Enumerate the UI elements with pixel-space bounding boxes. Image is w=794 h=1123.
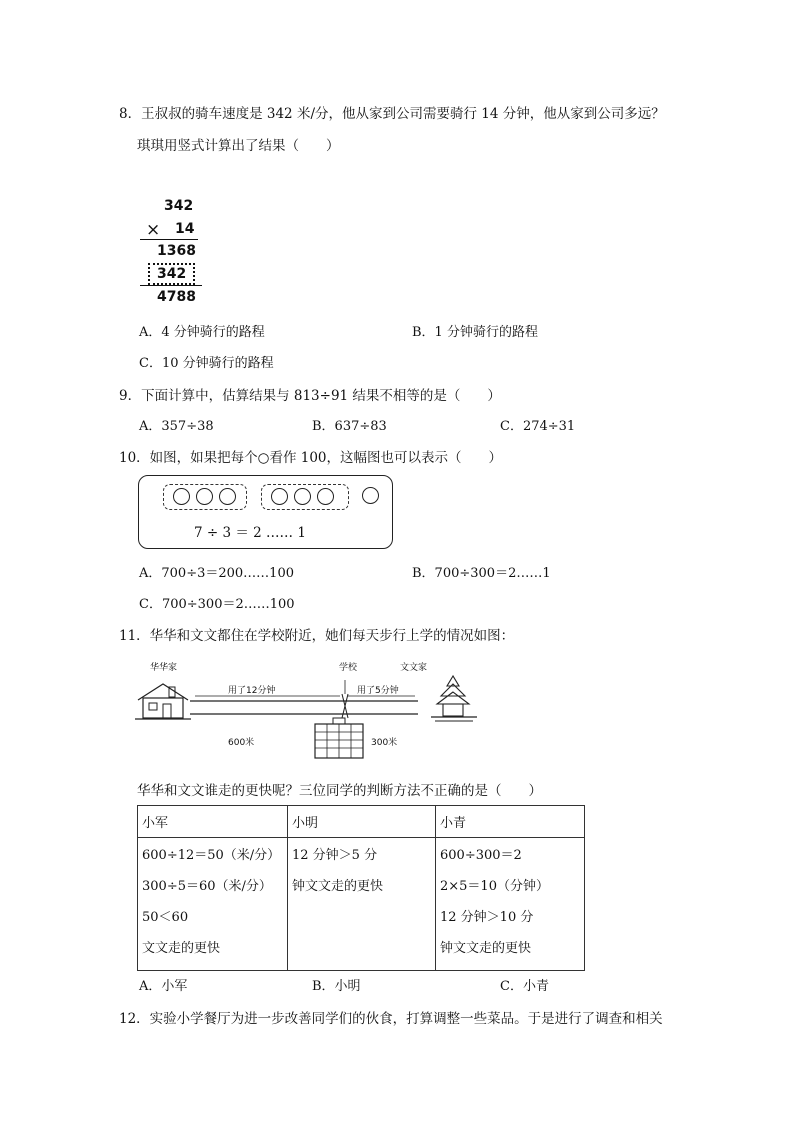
- school-label: 学校: [339, 663, 358, 673]
- cell-line: 600÷300＝2: [440, 848, 522, 863]
- q8-option-c[interactable]: C．10 分钟骑行的路程: [139, 356, 274, 371]
- cell-line: 300÷5＝60（米/分）: [142, 879, 272, 894]
- cell-line: 12 分钟＞5 分: [292, 848, 378, 863]
- q11-option-a[interactable]: A．小军: [139, 979, 188, 994]
- cell-line: 2×5＝10（分钟）: [440, 879, 549, 894]
- cell-xiaojun: [138, 838, 288, 971]
- huahua-home-label: 华华家: [150, 663, 178, 673]
- group-box-2: [261, 484, 349, 510]
- q8-line2: 琪琪用竖式计算出了结果（ ）: [137, 138, 340, 154]
- circle-icon: [362, 487, 379, 504]
- q11-stem: 11．华华和文文都住在学校附近，她们每天步行上学的情况如图：: [119, 628, 515, 644]
- wenwen-home-label: 文文家: [400, 663, 428, 673]
- route-drawing: [135, 670, 485, 765]
- house-icon: [135, 684, 191, 719]
- calc-multiplicand: 342: [164, 198, 194, 214]
- calc-times-sign: ×: [146, 220, 161, 240]
- q11-option-b[interactable]: B．小明: [312, 979, 361, 994]
- q12-stem: 12．实验小学餐厅为进一步改善同学们的伙食，打算调整一些菜品。于是进行了调查和相关: [119, 1011, 663, 1027]
- q11-question: 华华和文文谁走的更快呢？三位同学的判断方法不正确的是（ ）: [137, 783, 542, 799]
- header-xiaojun: 小军: [138, 806, 288, 838]
- cell-line: 钟文文走的更快: [440, 941, 532, 956]
- q10-stem: 10．如图，如果把每个○看作 100，这幅图也可以表示（ ）: [119, 450, 503, 466]
- q11-option-c[interactable]: C．小青: [500, 979, 549, 994]
- circle-icon: [294, 488, 311, 505]
- circle-icon: [196, 488, 213, 505]
- dist-left-label: 600米: [228, 738, 255, 748]
- q8-option-a[interactable]: A．4 分钟骑行的路程: [139, 325, 265, 340]
- cell-line: 文文走的更快: [142, 941, 221, 956]
- q9-option-b[interactable]: B．637÷83: [312, 419, 387, 434]
- calc-total: 4788: [157, 289, 196, 305]
- school-building-icon: [315, 718, 363, 758]
- q10-figure: [138, 475, 393, 549]
- circle-icon: [219, 488, 236, 505]
- cell-line: 12 分钟＞10 分: [440, 910, 534, 925]
- time-left-label: 用了12分钟: [228, 686, 276, 696]
- header-xiaoqing: 小青: [436, 806, 585, 838]
- q10-option-a[interactable]: A．700÷3＝200……100: [139, 566, 294, 581]
- cell-xiaoqing: [436, 838, 585, 971]
- group-box-1: [163, 484, 247, 510]
- header-xiaoming: 小明: [288, 806, 436, 838]
- cell-line: 50＜60: [142, 910, 189, 925]
- calc-multiplier: 14: [175, 221, 195, 237]
- q8-stem: 8．王叔叔的骑车速度是 342 米/分，他从家到公司需要骑行 14 分钟，他从家到公司多远？: [119, 106, 665, 122]
- comparison-table: [137, 805, 585, 971]
- circle-icon: [317, 488, 334, 505]
- calc-line-2: [140, 285, 202, 286]
- calc-partial-1: 1368: [157, 243, 196, 259]
- circle-icon: [173, 488, 190, 505]
- q10-option-b[interactable]: B．700÷300＝2……1: [412, 566, 551, 581]
- q10-option-c[interactable]: C．700÷300＝2……100: [139, 597, 295, 612]
- pagoda-icon: [431, 676, 477, 721]
- cell-line: 钟文文走的更快: [292, 879, 384, 894]
- cell-xiaoming: [288, 838, 436, 971]
- q9-option-c[interactable]: C．274÷31: [500, 419, 576, 434]
- q10-equation: 7 ÷ 3 ＝ 2 …… 1: [194, 525, 306, 541]
- q9-option-a[interactable]: A．357÷38: [139, 419, 214, 434]
- dist-right-label: 300米: [371, 738, 398, 748]
- circle-icon: [271, 488, 288, 505]
- cell-line: 600÷12＝50（米/分）: [142, 848, 281, 863]
- q9-stem: 9．下面计算中，估算结果与 813÷91 结果不相等的是（ ）: [119, 388, 501, 404]
- time-right-label: 用了5分钟: [357, 686, 399, 696]
- calc-partial-2: 342: [157, 266, 187, 282]
- q8-option-b[interactable]: B．1 分钟骑行的路程: [412, 325, 538, 340]
- calc-line-1: [140, 239, 198, 240]
